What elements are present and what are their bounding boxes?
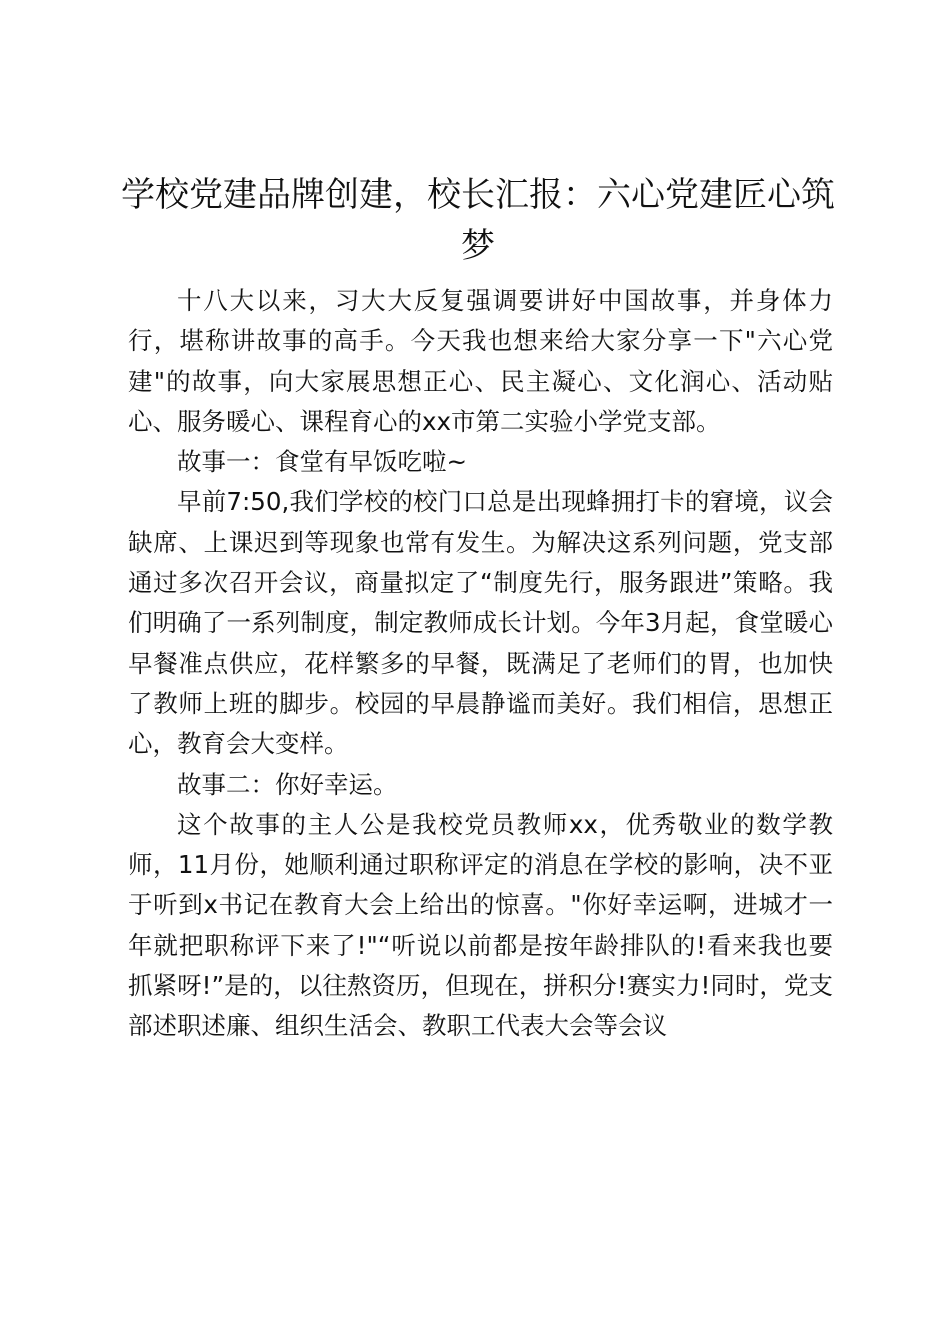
- story-two-paragraph: 这个故事的主人公是我校党员教师xx，优秀敬业的数学教师，11月份，她顺利通过职称评定的消息在学校的影响，决不亚于听到x书记在教育大会上给出的惊喜。"你好幸运啊，进城才一年就把职称评下来了!"“听说以前都是按年龄排队的!看来我也要抓紧呀!”是的，以往熬资历，但现在，拼积分!赛实力!同时，党支部述职述廉、组织生活会、教职工代表大会等会议: [128, 809, 833, 1041]
- document-body: [128, 281, 833, 1047]
- story-one-heading: 故事一：食堂有早饭吃啦~: [177, 447, 468, 477]
- story-two-heading: 故事二：你好幸运。: [177, 769, 398, 799]
- paragraph-intro: 十八大以来，习大大反复强调要讲好中国故事，并身体力行，堪称讲故事的高手。今天我也想来给大家分享一下"六心党建"的故事，向大家展思想正心、民主凝心、文化润心、活动贴心、服务暖心、课程育心的xx市第二实验小学党支部。: [128, 286, 833, 436]
- document-title: 学校党建品牌创建，校长汇报：六心党建匠心筑梦: [121, 175, 835, 266]
- story-one-paragraph: 早前7:50,我们学校的校门口总是出现蜂拥打卡的窘境，议会缺席、上课迟到等现象也常有发生。为解决这系列问题，党支部通过多次召开会议，商量拟定了“制度先行，服务跟进”策略。我们明确了一系列制度，制定教师成长计划。今年3月起，食堂暖心早餐准点供应，花样繁多的早餐，既满足了老师们的胃，也加快了教师上班的脚步。校园的早晨静谧而美好。我们相信，思想正心，教育会大变样。: [128, 487, 833, 759]
